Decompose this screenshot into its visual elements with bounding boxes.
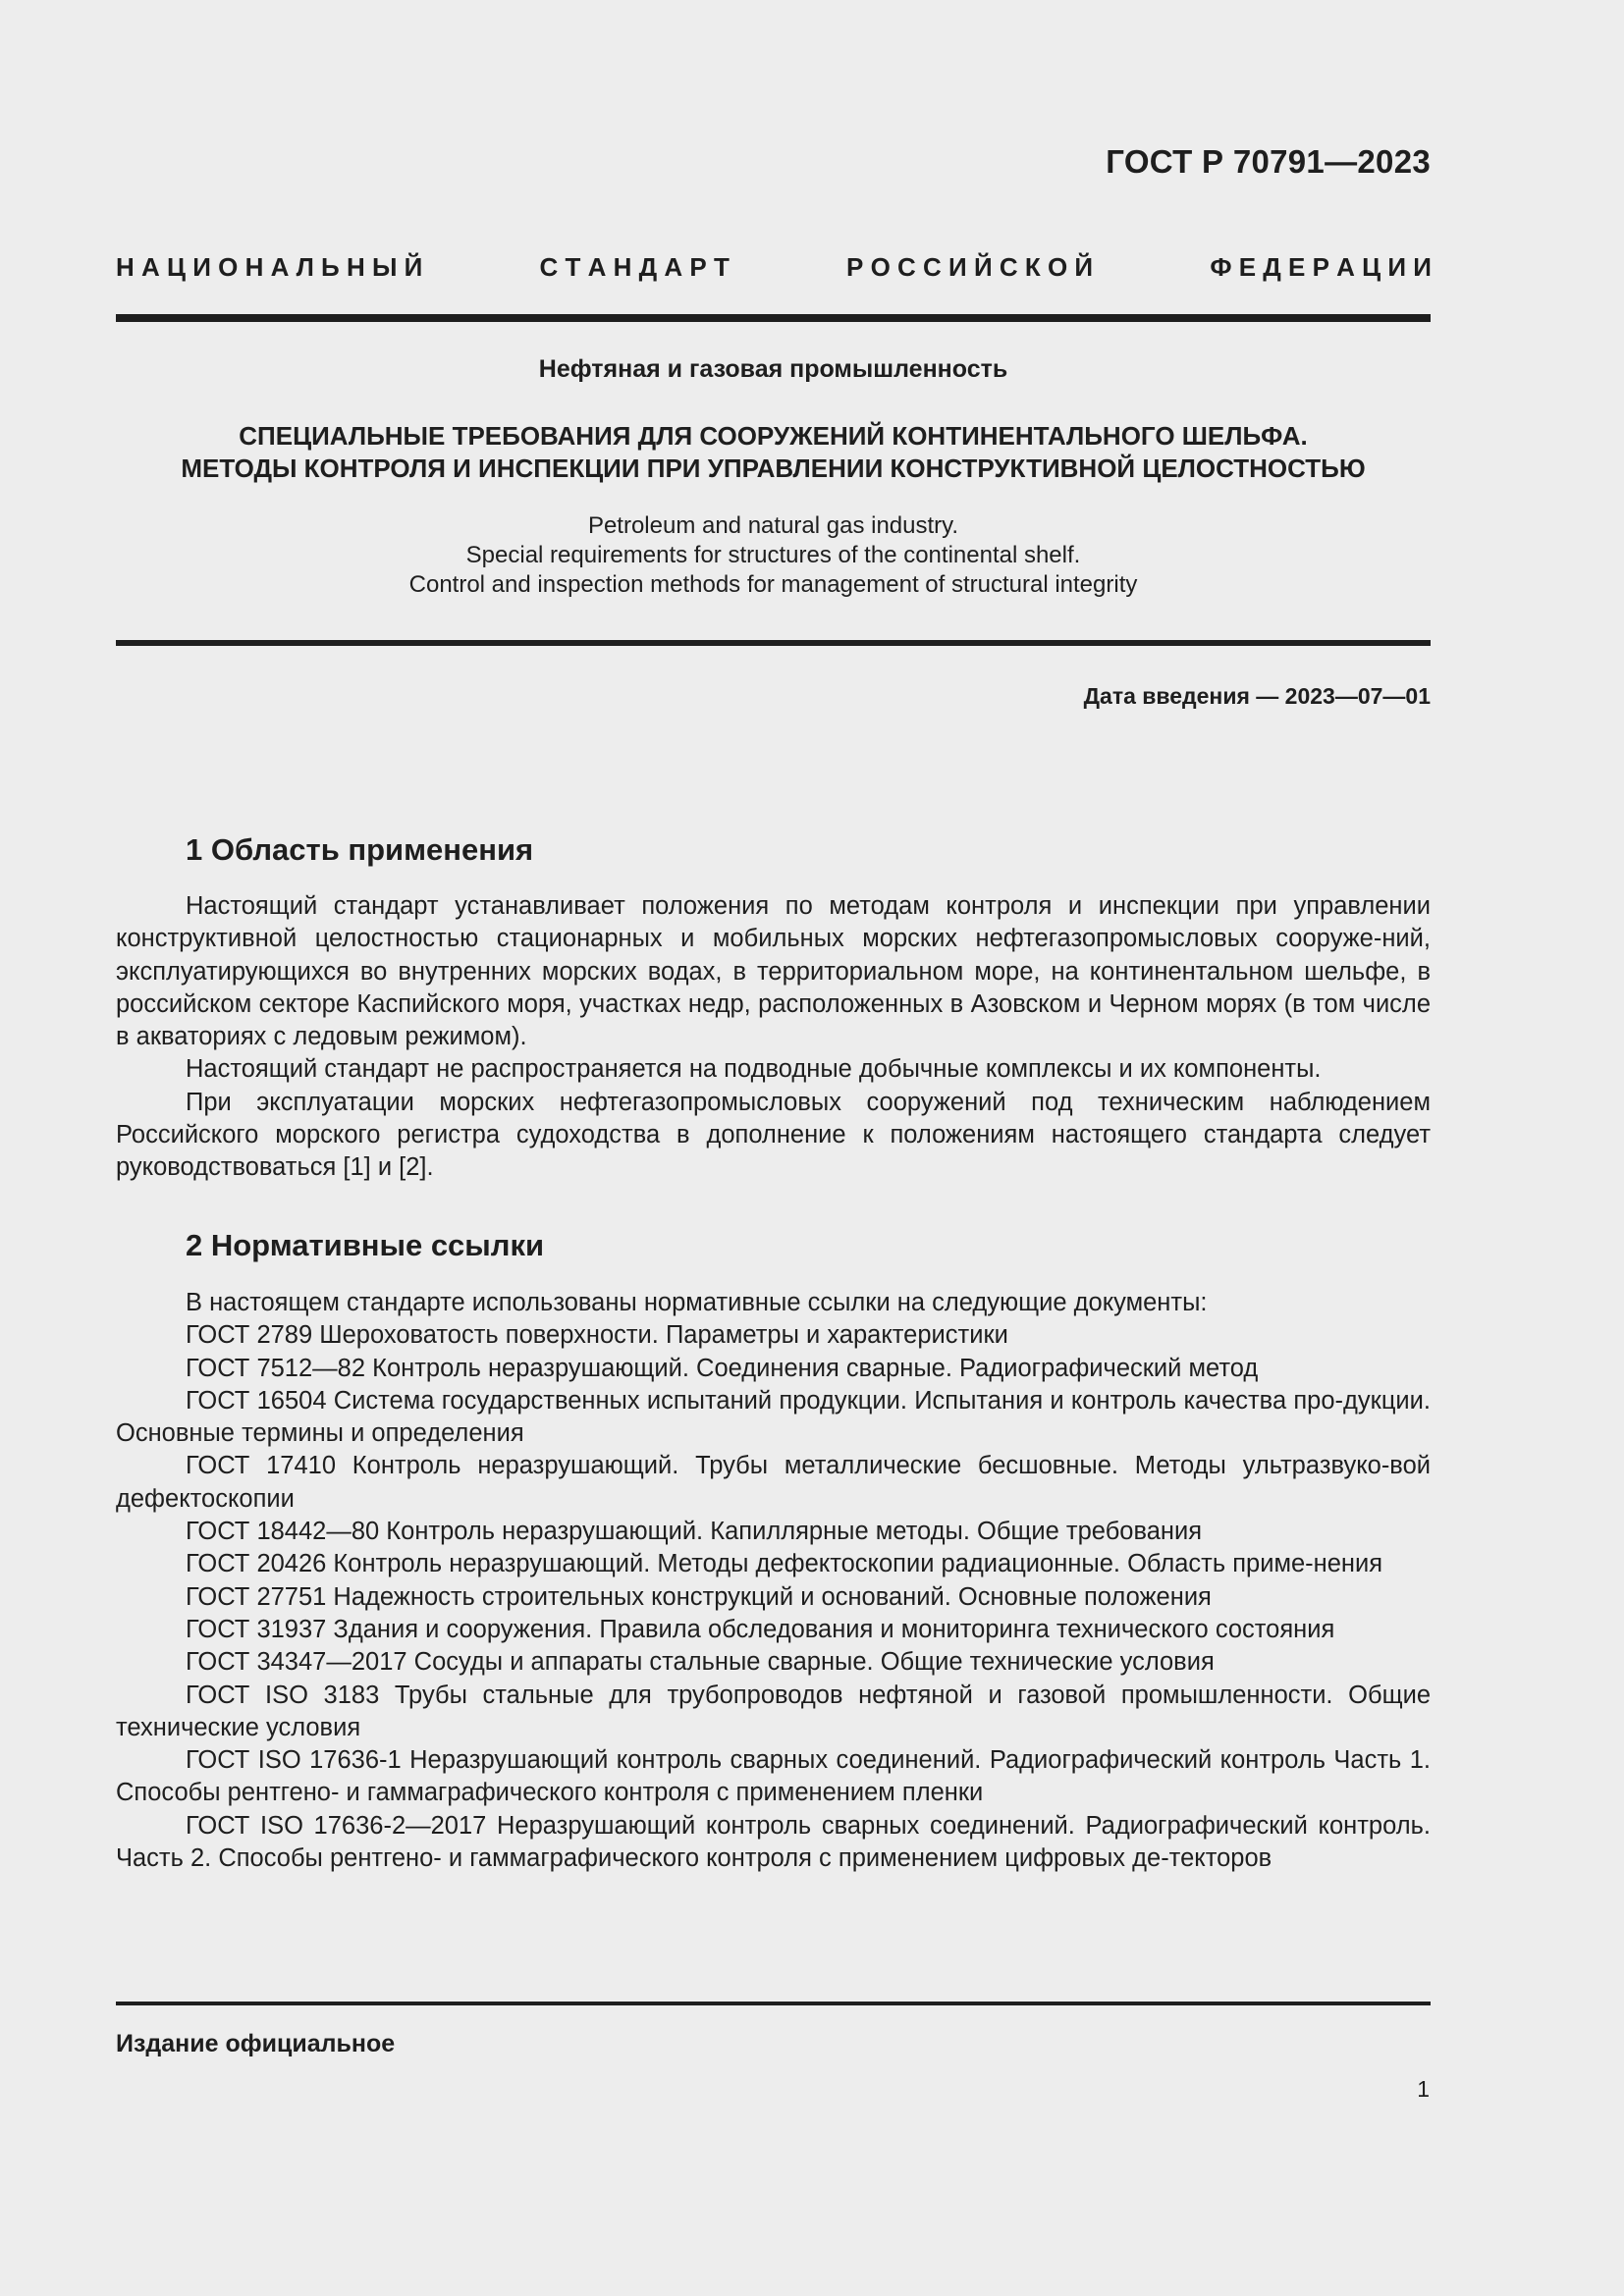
reference-item: ГОСТ ISO 17636-1 Неразрушающий контроль сварных соединений. Радиографический контроль Часть 1. Способы рентгено- и гаммаграфического контроля с применением пленки	[116, 1746, 1431, 1807]
russian-title	[116, 420, 1431, 485]
title-divider	[116, 640, 1431, 646]
paragraph: В настоящем стандарте использованы нормативные ссылки на следующие документы:	[186, 1289, 1208, 1316]
section-heading-normative-refs: 2 Нормативные ссылки	[186, 1228, 545, 1262]
section-body-scope	[116, 890, 1431, 1185]
page-number: 1	[1417, 2076, 1430, 2102]
section-body-normative-refs	[116, 1287, 1431, 1875]
english-title-line: Control and inspection methods for management of structural integrity	[408, 571, 1138, 598]
industry-title: Нефтяная и газовая промышленность	[538, 355, 1008, 383]
english-title-line: Special requirements for structures of the continental shelf.	[465, 542, 1081, 568]
banner-word: Р О С С И Й С К О Й	[846, 252, 1094, 282]
standard-number: ГОСТ Р 70791—2023	[1106, 143, 1431, 180]
banner-word: С Т А Н Д А Р Т	[539, 252, 730, 282]
reference-item: ГОСТ ISO 3183 Трубы стальные для трубопроводов нефтяной и газовой промышленности. Общие технические условия	[116, 1681, 1431, 1741]
section-heading-scope: 1 Область применения	[186, 832, 534, 867]
reference-item: ГОСТ 18442—80 Контроль неразрушающий. Капиллярные методы. Общие требования	[186, 1518, 1203, 1546]
reference-item: ГОСТ 17410 Контроль неразрушающий. Трубы металлические бесшовные. Методы ультразвуко-вой дефектоскопии	[116, 1452, 1431, 1513]
reference-item: ГОСТ ISO 17636-2—2017 Неразрушающий контроль сварных соединений. Радиографический контроль. Часть 2. Способы рентгено- и гаммаграфического контроля с применением цифровых де-текторов	[116, 1811, 1431, 1873]
russian-title-line: СПЕЦИАЛЬНЫЕ ТРЕБОВАНИЯ ДЛЯ СООРУЖЕНИЙ КОНТИНЕНТАЛЬНОГО ШЕЛЬФА.	[239, 421, 1308, 451]
reference-item: ГОСТ 2789 Шероховатость поверхности. Параметры и характеристики	[186, 1321, 1008, 1350]
national-standard-banner	[116, 252, 1432, 283]
footer-divider	[116, 2002, 1431, 2005]
reference-item: ГОСТ 31937 Здания и сооружения. Правила обследования и мониторинга технического состояния	[186, 1615, 1335, 1643]
banner-word: Ф Е Д Е Р А Ц И И	[1210, 252, 1432, 282]
reference-item: ГОСТ 20426 Контроль неразрушающий. Методы дефектоскопии радиационные. Область приме-нения	[186, 1550, 1383, 1578]
reference-item: ГОСТ 7512—82 Контроль неразрушающий. Соединения сварные. Радиографический метод	[186, 1354, 1259, 1382]
paragraph: При эксплуатации морских нефтегазопромысловых сооружений под техническим наблюдением Российского морского регистра судоходства в дополнение к положениям настоящего стандарта следует руководствоваться [1] и [2].	[116, 1088, 1431, 1182]
reference-item: ГОСТ 16504 Система государственных испытаний продукции. Испытания и контроль качества про-дукции. Основные термины и определения	[116, 1386, 1431, 1448]
russian-title-line: МЕТОДЫ КОНТРОЛЯ И ИНСПЕКЦИИ ПРИ УПРАВЛЕНИИ КОНСТРУКТИВНОЙ ЦЕЛОСТНОСТЬЮ	[181, 454, 1366, 483]
english-title-line: Petroleum and natural gas industry.	[587, 512, 959, 539]
reference-item: ГОСТ 27751 Надежность строительных конструкций и оснований. Основные положения	[186, 1582, 1212, 1611]
banner-word: Н А Ц И О Н А Л Ь Н Ы Й	[116, 252, 423, 282]
introduction-date: Дата введения — 2023—07—01	[1083, 683, 1431, 709]
edition-label: Издание официальное	[116, 2030, 396, 2057]
english-title	[116, 511, 1431, 600]
top-divider	[116, 314, 1431, 322]
reference-item: ГОСТ 34347—2017 Сосуды и аппараты стальные сварные. Общие технические условия	[186, 1648, 1215, 1677]
paragraph: Настоящий стандарт не распространяется на подводные добычные комплексы и их компоненты.	[186, 1055, 1322, 1084]
paragraph: Настоящий стандарт устанавливает положения по методам контроля и инспекции при управлении конструктивной целостностью стационарных и мобильных морских нефтегазопромысловых сооруже-ний, эксплуатирующихся во внутренних морских водах, в территориальном море, на континентальном шельфе, в российском секторе Каспийского моря, участках недр, расположенных в Азовском и Черном морях (в том числе в акваториях с ледовым режимом).	[116, 892, 1431, 1051]
